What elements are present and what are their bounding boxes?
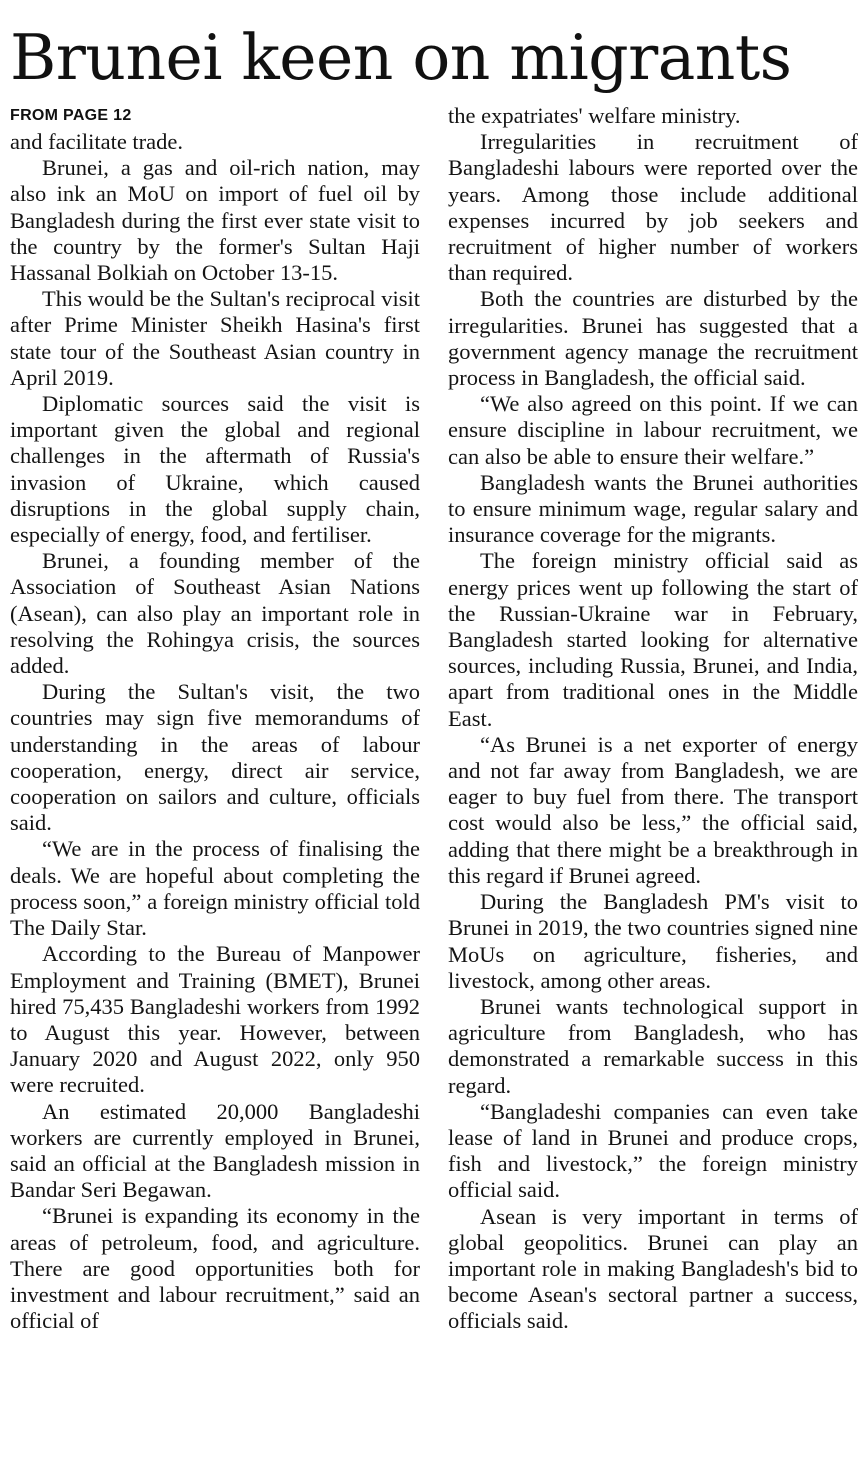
paragraph: and facilitate trade.: [10, 129, 184, 154]
paragraph: Irregularities in recruitment of Bangladeshi labours were reported over the years. Among those include additional expenses incurred by job seekers and recruitment of higher number of workers than required.: [448, 129, 858, 286]
paragraph: “We are in the process of finalising the deals. We are hopeful about completing the process soon,” a foreign ministry official told The Daily Star.: [10, 836, 420, 941]
paragraph: The foreign ministry official said as energy prices went up following the start of the Russian-Ukraine war in February, Bangladesh started looking for alternative sources, including Russia, Brunei, and India, apart from traditional ones in the Middle East.: [448, 548, 858, 731]
left-column: [10, 103, 420, 1334]
paragraph: “As Brunei is a net exporter of energy and not far away from Bangladesh, we are eager to buy fuel from there. The transport cost would also be less,” the official said, adding that there might be a breakthrough in this regard if Brunei agreed.: [448, 731, 858, 888]
paragraph: Diplomatic sources said the visit is important given the global and regional challenges in the aftermath of Russia's invasion of Ukraine, which caused disruptions in the global supply chain, especially of energy, food, and fertiliser.: [10, 391, 420, 548]
paragraph: Brunei, a gas and oil-rich nation, may also ink an MoU on import of fuel oil by Bangladesh during the first ever state visit to the country by the former's Sultan Haji Hassanal Bolkiah on October 13-15.: [10, 155, 420, 286]
paragraph: “Brunei is expanding its economy in the areas of petroleum, food, and agriculture. There are good opportunities both for investment and labour recruitment,” said an official of: [10, 1203, 420, 1334]
paragraph: “We also agreed on this point. If we can ensure discipline in labour recruitment, we can also be able to ensure their welfare.”: [448, 391, 858, 469]
paragraph: Asean is very important in terms of global geopolitics. Brunei can play an important role in making Bangladesh's bid to become Asean's sectoral partner a success, officials said.: [448, 1203, 858, 1334]
paragraph: the expatriates' welfare ministry.: [448, 103, 741, 128]
paragraph: “Bangladeshi companies can even take lease of land in Brunei and produce crops, fish and livestock,” the foreign ministry official said.: [448, 1098, 858, 1203]
paragraph: An estimated 20,000 Bangladeshi workers are currently employed in Brunei, said an official at the Bangladesh mission in Bandar Seri Begawan.: [10, 1098, 420, 1203]
headline: Brunei keen on migrants: [10, 21, 792, 94]
paragraph: Brunei wants technological support in agriculture from Bangladesh, who has demonstrated a remarkable success in this regard.: [448, 993, 858, 1098]
paragraph: During the Sultan's visit, the two countries may sign five memorandums of understanding in the areas of labour cooperation, energy, direct air service, cooperation on sailors and culture, officials said.: [10, 679, 420, 836]
paragraph: According to the Bureau of Manpower Employment and Training (BMET), Brunei hired 75,435 Bangladeshi workers from 1992 to August this year. However, between January 2020 and August 2022, only 950 were recruited.: [10, 941, 420, 1098]
paragraph: During the Bangladesh PM's visit to Brunei in 2019, the two countries signed nine MoUs on agriculture, fisheries, and livestock, among other areas.: [448, 889, 858, 993]
paragraph: Brunei, a founding member of the Association of Southeast Asian Nations (Asean), can also play an important role in resolving the Rohingya crisis, the sources added.: [10, 548, 420, 679]
paragraph: Bangladesh wants the Brunei authorities to ensure minimum wage, regular salary and insurance coverage for the migrants.: [448, 469, 858, 548]
continued-from-label: FROM PAGE 12: [10, 107, 132, 124]
paragraph: Both the countries are disturbed by the irregularities. Brunei has suggested that a government agency manage the recruitment process in Bangladesh, the official said.: [448, 286, 858, 391]
right-column: [448, 103, 858, 1335]
paragraph: This would be the Sultan's reciprocal visit after Prime Minister Sheikh Hasina's first state tour of the Southeast Asian country in April 2019.: [10, 286, 420, 390]
